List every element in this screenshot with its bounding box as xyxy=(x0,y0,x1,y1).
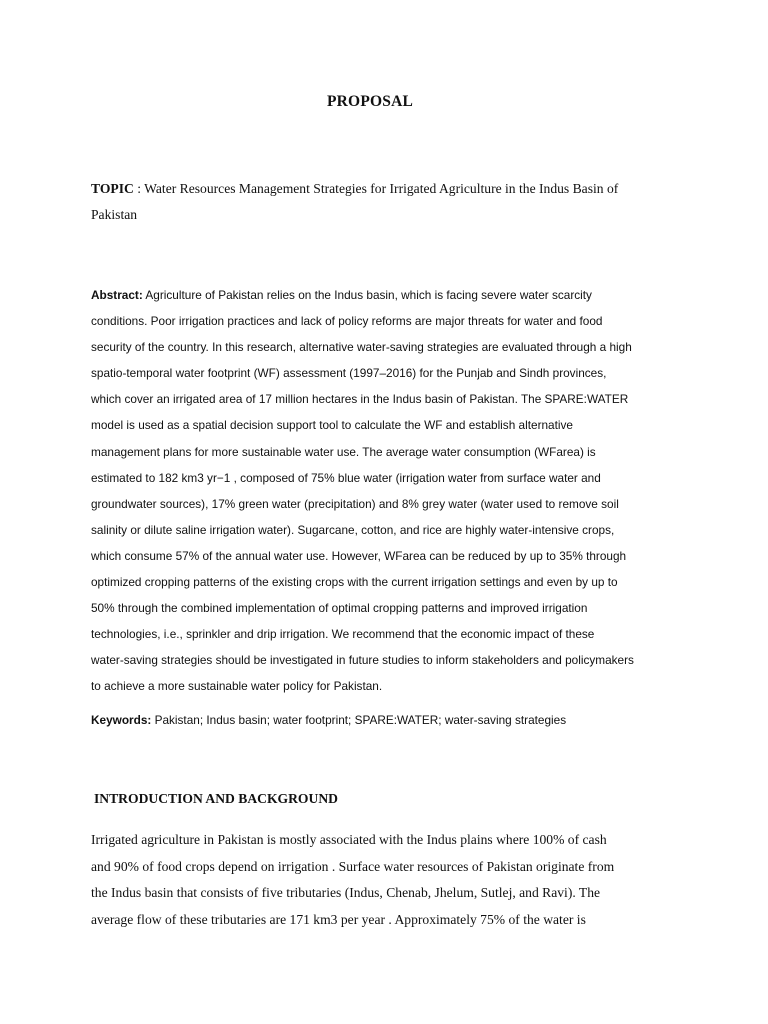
topic-separator: : xyxy=(133,181,145,196)
topic-label: TOPIC xyxy=(91,181,134,196)
abstract-line: security of the country. In this research, alternative water-saving strategies are evaluated through a high xyxy=(91,340,632,355)
intro-line: average flow of these tributaries are 171 km3 per year . Approximately 75% of the water is xyxy=(91,911,586,927)
document-title: PROPOSAL xyxy=(327,93,413,110)
abstract-line xyxy=(91,282,691,308)
topic-paragraph xyxy=(91,176,691,228)
intro-line: the Indus basin that consists of five tributaries (Indus, Chenab, Jhelum, Sutlej, and Ravi). The xyxy=(91,885,601,900)
topic-line xyxy=(91,176,691,202)
abstract-line: spatio-temporal water footprint (WF) assessment (1997–2016) for the Punjab and Sindh provinces, xyxy=(91,366,607,381)
abstract-line: technologies, i.e., sprinkler and drip irrigation. We recommend that the economic impact of these xyxy=(91,627,595,642)
topic-text: Water Resources Management Strategies for Irrigated Agriculture in the Indus Basin of xyxy=(144,181,619,196)
intro-line: Irrigated agriculture in Pakistan is mostly associated with the Indus plains where 100% of cash xyxy=(91,832,607,847)
keywords-paragraph xyxy=(91,710,691,730)
abstract-line: management plans for more sustainable water use. The average water consumption (WFarea) is xyxy=(91,444,596,459)
abstract-line: to achieve a more sustainable water policy for Pakistan. xyxy=(91,679,383,694)
abstract-line: which cover an irrigated area of 17 million hectares in the Indus basin of Pakistan. The SPARE:WATER xyxy=(91,392,629,407)
abstract-line: water-saving strategies should be investigated in future studies to inform stakeholders and policymakers xyxy=(91,653,634,668)
abstract-line: model is used as a spatial decision support tool to calculate the WF and establish alternative xyxy=(91,418,573,433)
introduction-heading: INTRODUCTION AND BACKGROUND xyxy=(94,791,338,806)
abstract-line: groundwater sources), 17% green water (precipitation) and 8% grey water (water used to remove soil xyxy=(91,496,619,511)
abstract-line: estimated to 182 km3 yr−1 , composed of 75% blue water (irrigation water from surface water and xyxy=(91,470,601,485)
keywords-label: Keywords: xyxy=(91,713,152,727)
topic-line: Pakistan xyxy=(91,207,138,222)
abstract-line: which consume 57% of the annual water use. However, WFarea can be reduced by up to 35% through xyxy=(91,548,627,563)
abstract-line: salinity or dilute saline irrigation water). Sugarcane, cotton, and rice are highly water-intensive crops, xyxy=(91,522,615,537)
keywords-text: Pakistan; Indus basin; water footprint; SPARE:WATER; water-saving strategies xyxy=(151,713,567,727)
abstract-line: conditions. Poor irrigation practices and lack of policy reforms are major threats for water and food xyxy=(91,314,603,329)
abstract-label: Abstract: xyxy=(91,288,143,302)
abstract-line: optimized cropping patterns of the existing crops with the current irrigation settings and even by up to xyxy=(91,575,618,590)
abstract-text: Agriculture of Pakistan relies on the Indus basin, which is facing severe water scarcity xyxy=(142,288,592,302)
intro-line: and 90% of food crops depend on irrigation . Surface water resources of Pakistan originate from xyxy=(91,858,615,874)
abstract-line: 50% through the combined implementation of optimal cropping patterns and improved irrigation xyxy=(91,601,588,616)
introduction-paragraph xyxy=(91,827,691,933)
abstract-paragraph xyxy=(91,282,691,700)
